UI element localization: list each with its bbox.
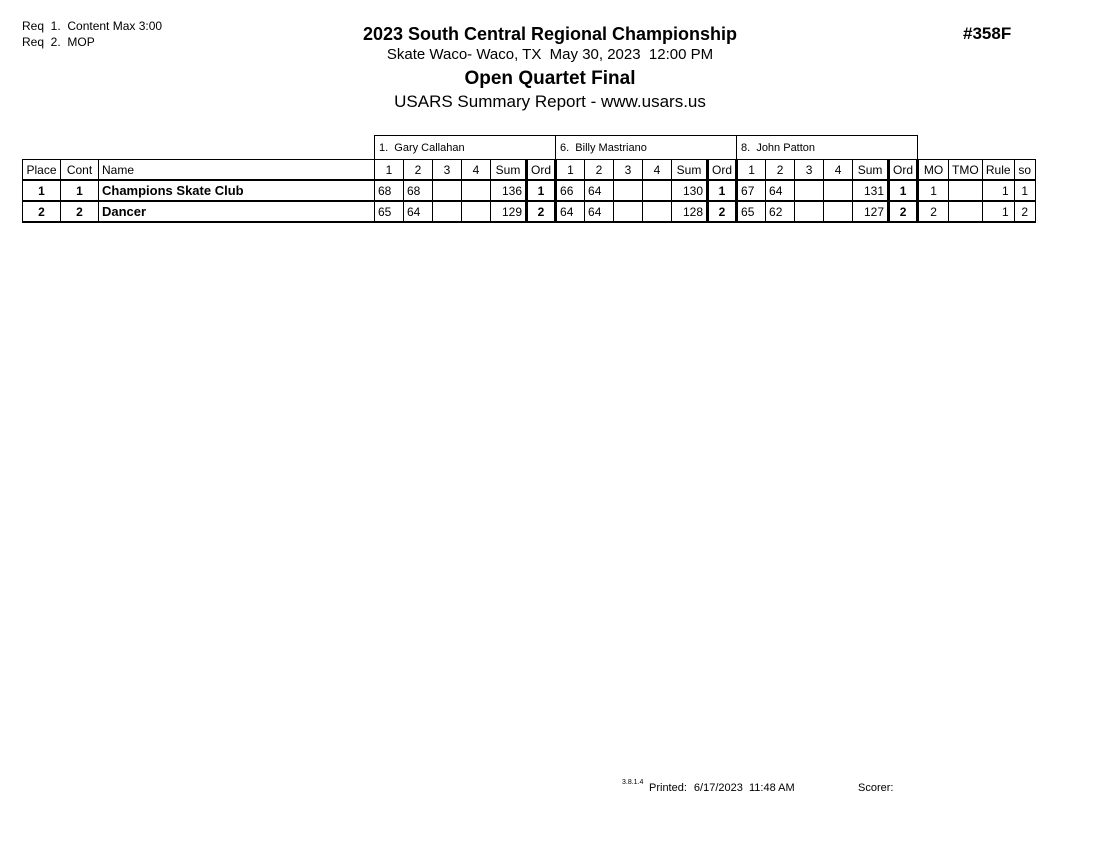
j2-score-1: 64 (556, 201, 585, 222)
j2-ord: 2 (708, 201, 737, 222)
j2-score-4 (643, 201, 672, 222)
judge-3-name: 8. John Patton (737, 136, 918, 160)
mo-cell: 1 (918, 180, 949, 201)
j1-sum: 129 (491, 201, 527, 222)
j1-score-4 (462, 180, 491, 201)
place-cell: 1 (23, 180, 61, 201)
j1-score-2: 64 (404, 201, 433, 222)
j1-score-1: 68 (375, 180, 404, 201)
name-cell: Dancer (99, 201, 375, 222)
judges-header-row (23, 136, 1036, 160)
title-block (0, 23, 1100, 113)
j3-score-2: 64 (766, 180, 795, 201)
col-header-j1-4: 4 (462, 160, 491, 181)
championship-title: 2023 South Central Regional Championship (362, 24, 738, 44)
col-header-j2-3: 3 (614, 160, 643, 181)
j3-sum: 131 (853, 180, 889, 201)
j1-score-3 (433, 180, 462, 201)
j2-sum: 130 (672, 180, 708, 201)
j1-sum: 136 (491, 180, 527, 201)
col-header-j3-4: 4 (824, 160, 853, 181)
judge-2-name: 6. Billy Mastriano (556, 136, 737, 160)
col-header-tmo: TMO (949, 160, 983, 181)
j3-score-3 (795, 180, 824, 201)
j3-ord: 1 (889, 180, 918, 201)
rule-cell: 1 (982, 201, 1014, 222)
name-cell: Champions Skate Club (99, 180, 375, 201)
printed-timestamp (649, 782, 795, 794)
judges-row-right-spacer (918, 136, 1036, 160)
j2-score-3 (614, 201, 643, 222)
j3-score-1: 65 (737, 201, 766, 222)
col-header-j3-ord: Ord (889, 160, 918, 181)
req-line-1: Req 1. Content Max 3:00 (22, 19, 163, 33)
j3-ord: 2 (889, 201, 918, 222)
software-version: 3.8.1.4 (622, 779, 644, 786)
col-header-j1-ord: Ord (527, 160, 556, 181)
cont-cell: 1 (61, 180, 99, 201)
j1-score-3 (433, 201, 462, 222)
judges-row-left-spacer (23, 136, 375, 160)
req-line-2: Req 2. MOP (22, 35, 95, 49)
j1-ord: 1 (527, 180, 556, 201)
j2-sum: 128 (672, 201, 708, 222)
col-header-j1-sum: Sum (491, 160, 527, 181)
venue-date-line: Skate Waco- Waco, TX May 30, 2023 12:00 PM (386, 46, 714, 63)
tmo-cell (949, 201, 983, 222)
j2-score-4 (643, 180, 672, 201)
j1-score-1: 65 (375, 201, 404, 222)
col-header-so: so (1014, 160, 1035, 181)
col-header-j2-1: 1 (556, 160, 585, 181)
rule-cell: 1 (982, 180, 1014, 201)
tmo-cell (949, 180, 983, 201)
col-header-rule: Rule (982, 160, 1014, 181)
col-header-name: Name (99, 160, 375, 181)
j2-score-1: 66 (556, 180, 585, 201)
event-number: #358F (963, 24, 1012, 43)
judge-1-name: 1. Gary Callahan (375, 136, 556, 160)
col-header-j3-3: 3 (795, 160, 824, 181)
printed-label: Printed: (649, 782, 687, 794)
col-header-place: Place (23, 160, 61, 181)
j3-score-3 (795, 201, 824, 222)
col-header-j3-2: 2 (766, 160, 795, 181)
col-header-j2-2: 2 (585, 160, 614, 181)
col-header-j2-ord: Ord (708, 160, 737, 181)
j3-score-2: 62 (766, 201, 795, 222)
col-header-j3-1: 1 (737, 160, 766, 181)
col-header-j2-4: 4 (643, 160, 672, 181)
table-row (23, 201, 1036, 222)
j1-ord: 2 (527, 201, 556, 222)
printed-value: 6/17/2023 11:48 AM (693, 782, 795, 794)
col-header-j1-1: 1 (375, 160, 404, 181)
column-header-row (23, 160, 1036, 181)
col-header-j3-sum: Sum (853, 160, 889, 181)
mo-cell: 2 (918, 201, 949, 222)
col-header-mo: MO (918, 160, 949, 181)
j3-score-4 (824, 201, 853, 222)
j3-score-1: 67 (737, 180, 766, 201)
col-header-j1-3: 3 (433, 160, 462, 181)
so-cell: 2 (1014, 201, 1035, 222)
place-cell: 2 (23, 201, 61, 222)
j3-sum: 127 (853, 201, 889, 222)
j2-score-2: 64 (585, 201, 614, 222)
table-row (23, 180, 1036, 201)
results-table (22, 135, 1036, 223)
col-header-j2-sum: Sum (672, 160, 708, 181)
scorer-label: Scorer: (858, 782, 894, 794)
cont-cell: 2 (61, 201, 99, 222)
j2-score-2: 64 (585, 180, 614, 201)
j2-score-3 (614, 180, 643, 201)
report-type-line: USARS Summary Report - www.usars.us (394, 92, 706, 111)
results-table-container (22, 135, 1036, 223)
j3-score-4 (824, 180, 853, 201)
j1-score-2: 68 (404, 180, 433, 201)
j1-score-4 (462, 201, 491, 222)
j2-ord: 1 (708, 180, 737, 201)
col-header-cont: Cont (61, 160, 99, 181)
event-title: Open Quartet Final (464, 68, 636, 89)
col-header-j1-2: 2 (404, 160, 433, 181)
so-cell: 1 (1014, 180, 1035, 201)
